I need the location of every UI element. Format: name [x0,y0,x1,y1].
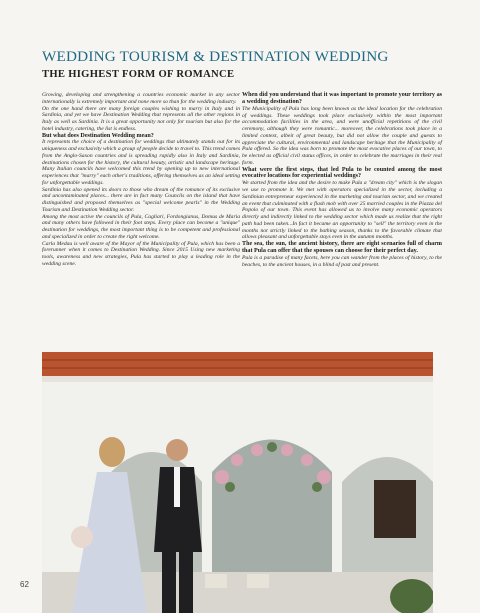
groom-leg [162,552,176,613]
paragraph: Growing, developing and strengthening a countries economic market in any sector internationally is extremely important and none more so than for the wedding industry. [42,92,240,105]
wedding-photo [42,352,433,613]
paragraph: Carla Medau is well aware of the Mayor of the Municipality of Pula, which has been a forerunner when it comes to Destination Wedding. Since 2015 Using new marketing tools, awareness and new strategies, Pula has started to play a leading role in the wedding scene. [42,240,240,267]
wedding-couple-illustration [42,352,433,613]
paragraph: We started from the idea and the desire to make Pula a "dream city" which is the slogan we use to promote it. We met with operators specialized in the sector, including a Sardinian entrepreneur experienced in the marketing and tourism sector, and we created an event that culminated with a flash mob with over 25 married couples in the Piazza del Popolo of our town. This event has allowed us to involve many economic operators directly and indirectly linked to the wedding sector which made us realize that the right path had been taken...In fact it became an opportunity to "sell" the territory even in the months not strictly linked to the bathing season, thanks to the favorable climate that allows pleasant and unforgettable stays even in the autumn months. [242,180,442,241]
window-shutter [374,480,416,538]
bouquet [71,526,93,548]
question-heading: When did you understand that it was important to promote your territory as a wedding destination? [242,92,442,105]
paragraph: The Municipality of Pula has long been known as the ideal location for the celebration of weddings. These weddings took place exclusively within the most important accommodation facilities in the area, and were unofficial repetitions of the civil ceremony, although they were romantic... moreover, the celebrations took place in a limited context, albeit of great beauty, but did not allow the couple and guests to appreciate the cultural, environmental and landscape heritage that the Municipality of Pula offered. So the idea was born to promote the most evocative places of our town, to be elected as official civil status offices, in order to celebrate the marriages in their real form. [242,105,442,166]
bride-hair [99,437,125,467]
center-arch [212,440,332,583]
paragraph: It represents the choice of a destination for weddings that ultimately stands out for its uniqueness and exclusivity which a group of people decide to travel to. This trend comes from the Anglo-Saxon countries and is spreading rapidly also in Italy and Sardinia, destinations chosen for the history, the cultural beauty, artistic and landscape heritage. Many Italian councils have welcomed this trend by opening up to new international experiences that "marry" each other's traditions, offering themselves as an ideal setting for unforgettable weddings. [42,139,240,186]
right-column [242,92,442,268]
stool [205,574,227,588]
page-number: 62 [20,580,29,589]
roof-tiles [42,352,433,378]
paragraph: Among the most active the councils of Pula, Cagliari, Fordongianus, Domus de Maria and many others have followed in their foot steps. Every place can become a "unique" destination for weddings, the most important thing is to be competent and professional and specialized in order to create the right welcome. [42,213,240,240]
article-title: WEDDING TOURISM & DESTINATION WEDDING [42,48,389,65]
paragraph: On the one hand there are many foreign couples wishing to marry in Italy and in Sardinia, and yet we have Destination Wedding that represents all the other regions in Italy as well as Sardinia. It is a great opportunity not only for tourism but also for the hotel industry, catering, the list is endless. [42,105,240,132]
groom-shirt [174,467,180,507]
left-column [42,92,240,268]
question-heading: But what does Destination Wedding mean? [42,132,154,139]
stool [247,574,269,588]
question-heading: The sea, the sun, the ancient history, there are eight scenarios full of charm that Pula can offer that the spouses can choose for their perfect day. [242,241,442,255]
question-heading: What were the first steps, that led Pula to be counted among the most evocative locations for experiential weddings? [242,166,442,180]
paragraph: Sardinia has also opened its doors to those who dream of the romance of its exclusive and uncontaminated places... there are in fact many Councils on the island that have distinguished and proposed themselves as "special welcome pearls" in the Wedding Tourism and Destination Wedding sector. [42,186,240,213]
groom-head [166,439,188,461]
paragraph: Pula is a paradise of many facets, here you can wander from the places of history, to the beaches, to the ancient houses, in a blind of past and present. [242,254,442,268]
cornice [42,376,433,382]
groom-leg [179,552,193,613]
article-subtitle: THE HIGHEST FORM OF ROMANCE [42,69,235,80]
